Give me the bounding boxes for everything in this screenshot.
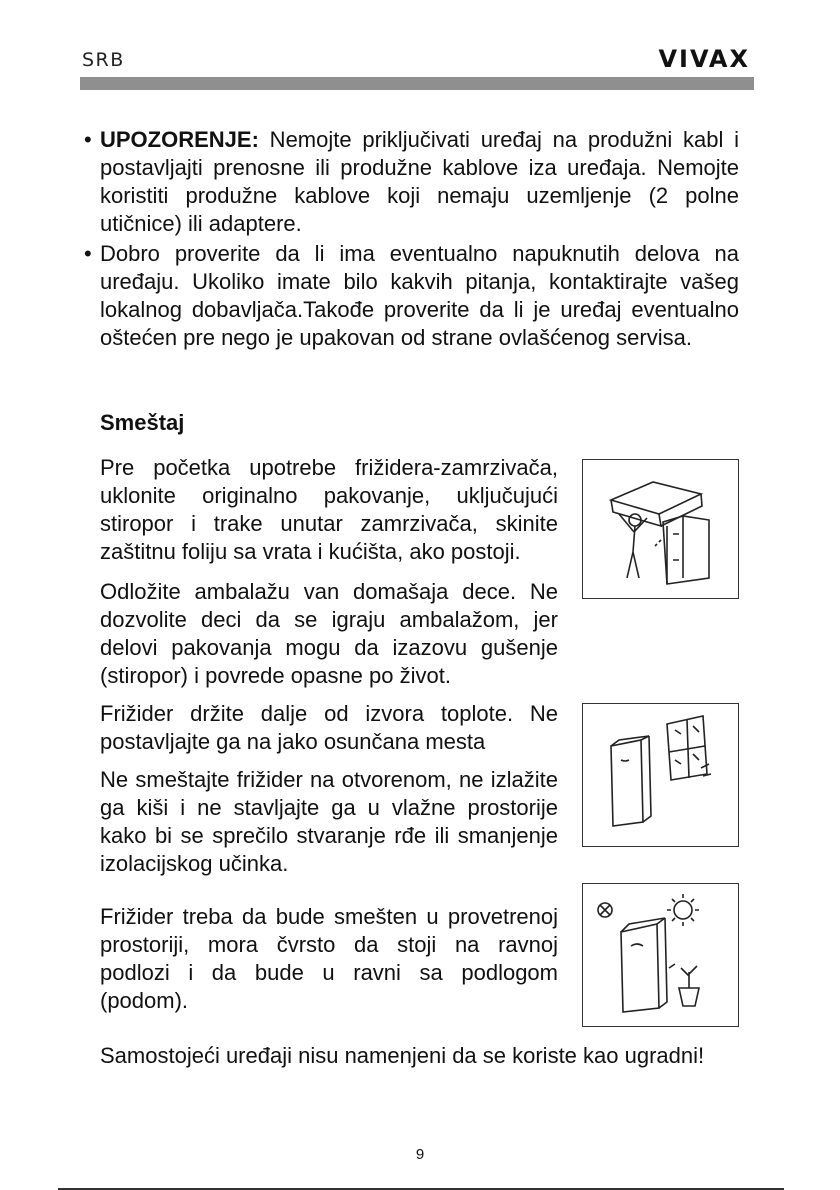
paragraph-heat-sources: Frižider držite dalje od izvora toplote. Ne postavljajte ga na jako osunčana mesta [100, 701, 558, 754]
header-language-code: SRB [82, 49, 125, 71]
warning-label: UPOZORENJE: [100, 127, 259, 152]
page-number: 9 [415, 1146, 425, 1163]
warning-list [84, 126, 739, 354]
footer-divider [58, 1188, 784, 1190]
warning-text: Dobro proverite da li ima eventualno napuknutih delova na uređaju. Ukoliko imate bilo kakvih pitanja, kontaktirajte vašeg lokalnog dobavljača.Takođe proverite da li je uređaj eventualno oštećen pre nego je upakovan od strane ovlašćenog servisa. [100, 241, 739, 350]
bullet-icon: • [84, 127, 92, 152]
warning-item [84, 126, 739, 238]
bullet-icon: • [84, 241, 92, 266]
fridge-near-sunny-window-icon [582, 703, 739, 847]
header-divider-bar [80, 77, 754, 90]
paragraph-packaging-children: Odložite ambalažu van domašaja dece. Ne dozvolite deci da se igraju ambalažom, jer delovi pakovanja mogu da izazovu gušenje (stiropor) i povrede opasne po život. [100, 579, 558, 688]
paragraph-freestanding-note: Samostojeći uređaji nisu namenjeni da se koriste kao ugradni! [100, 1043, 705, 1068]
paragraph-ventilation: Frižider treba da bude smešten u provetrenoj prostoriji, mora čvrsto da stoji na ravnoj podlozi i da bude u ravni sa podlogom (podom). [100, 904, 558, 1013]
unpacking-illustration-icon [582, 459, 739, 599]
paragraph-outdoors: Ne smeštajte frižider na otvorenom, ne izlažite ga kiši i ne stavljajte ga u vlažne prostorije kako bi se sprečilo stvaranje rđe ili smanjenje izolacijskog učinka. [100, 767, 558, 876]
warning-item [84, 240, 739, 352]
paragraph-remove-packaging: Pre početka upotrebe frižidera-zamrzivača, uklonite originalno pakovanje, uključujući stiropor i trake unutar zamrzivača, skinite zaštitnu foliju sa vrata i kućišta, ako postoji. [100, 455, 558, 564]
brand-logo: VIVAX [658, 45, 750, 73]
fridge-away-from-heat-icon [582, 883, 739, 1027]
warning-text: Nemojte priključivati uređaj na produžni kabl i postavljajti prenosne ili produžne kablove iza uređaja. Nemojte koristiti produžne kablove koji nemaju uzemljenje (2 polne utičnice) ili adaptere. [100, 127, 739, 236]
section-title: Smeštaj [100, 410, 185, 435]
